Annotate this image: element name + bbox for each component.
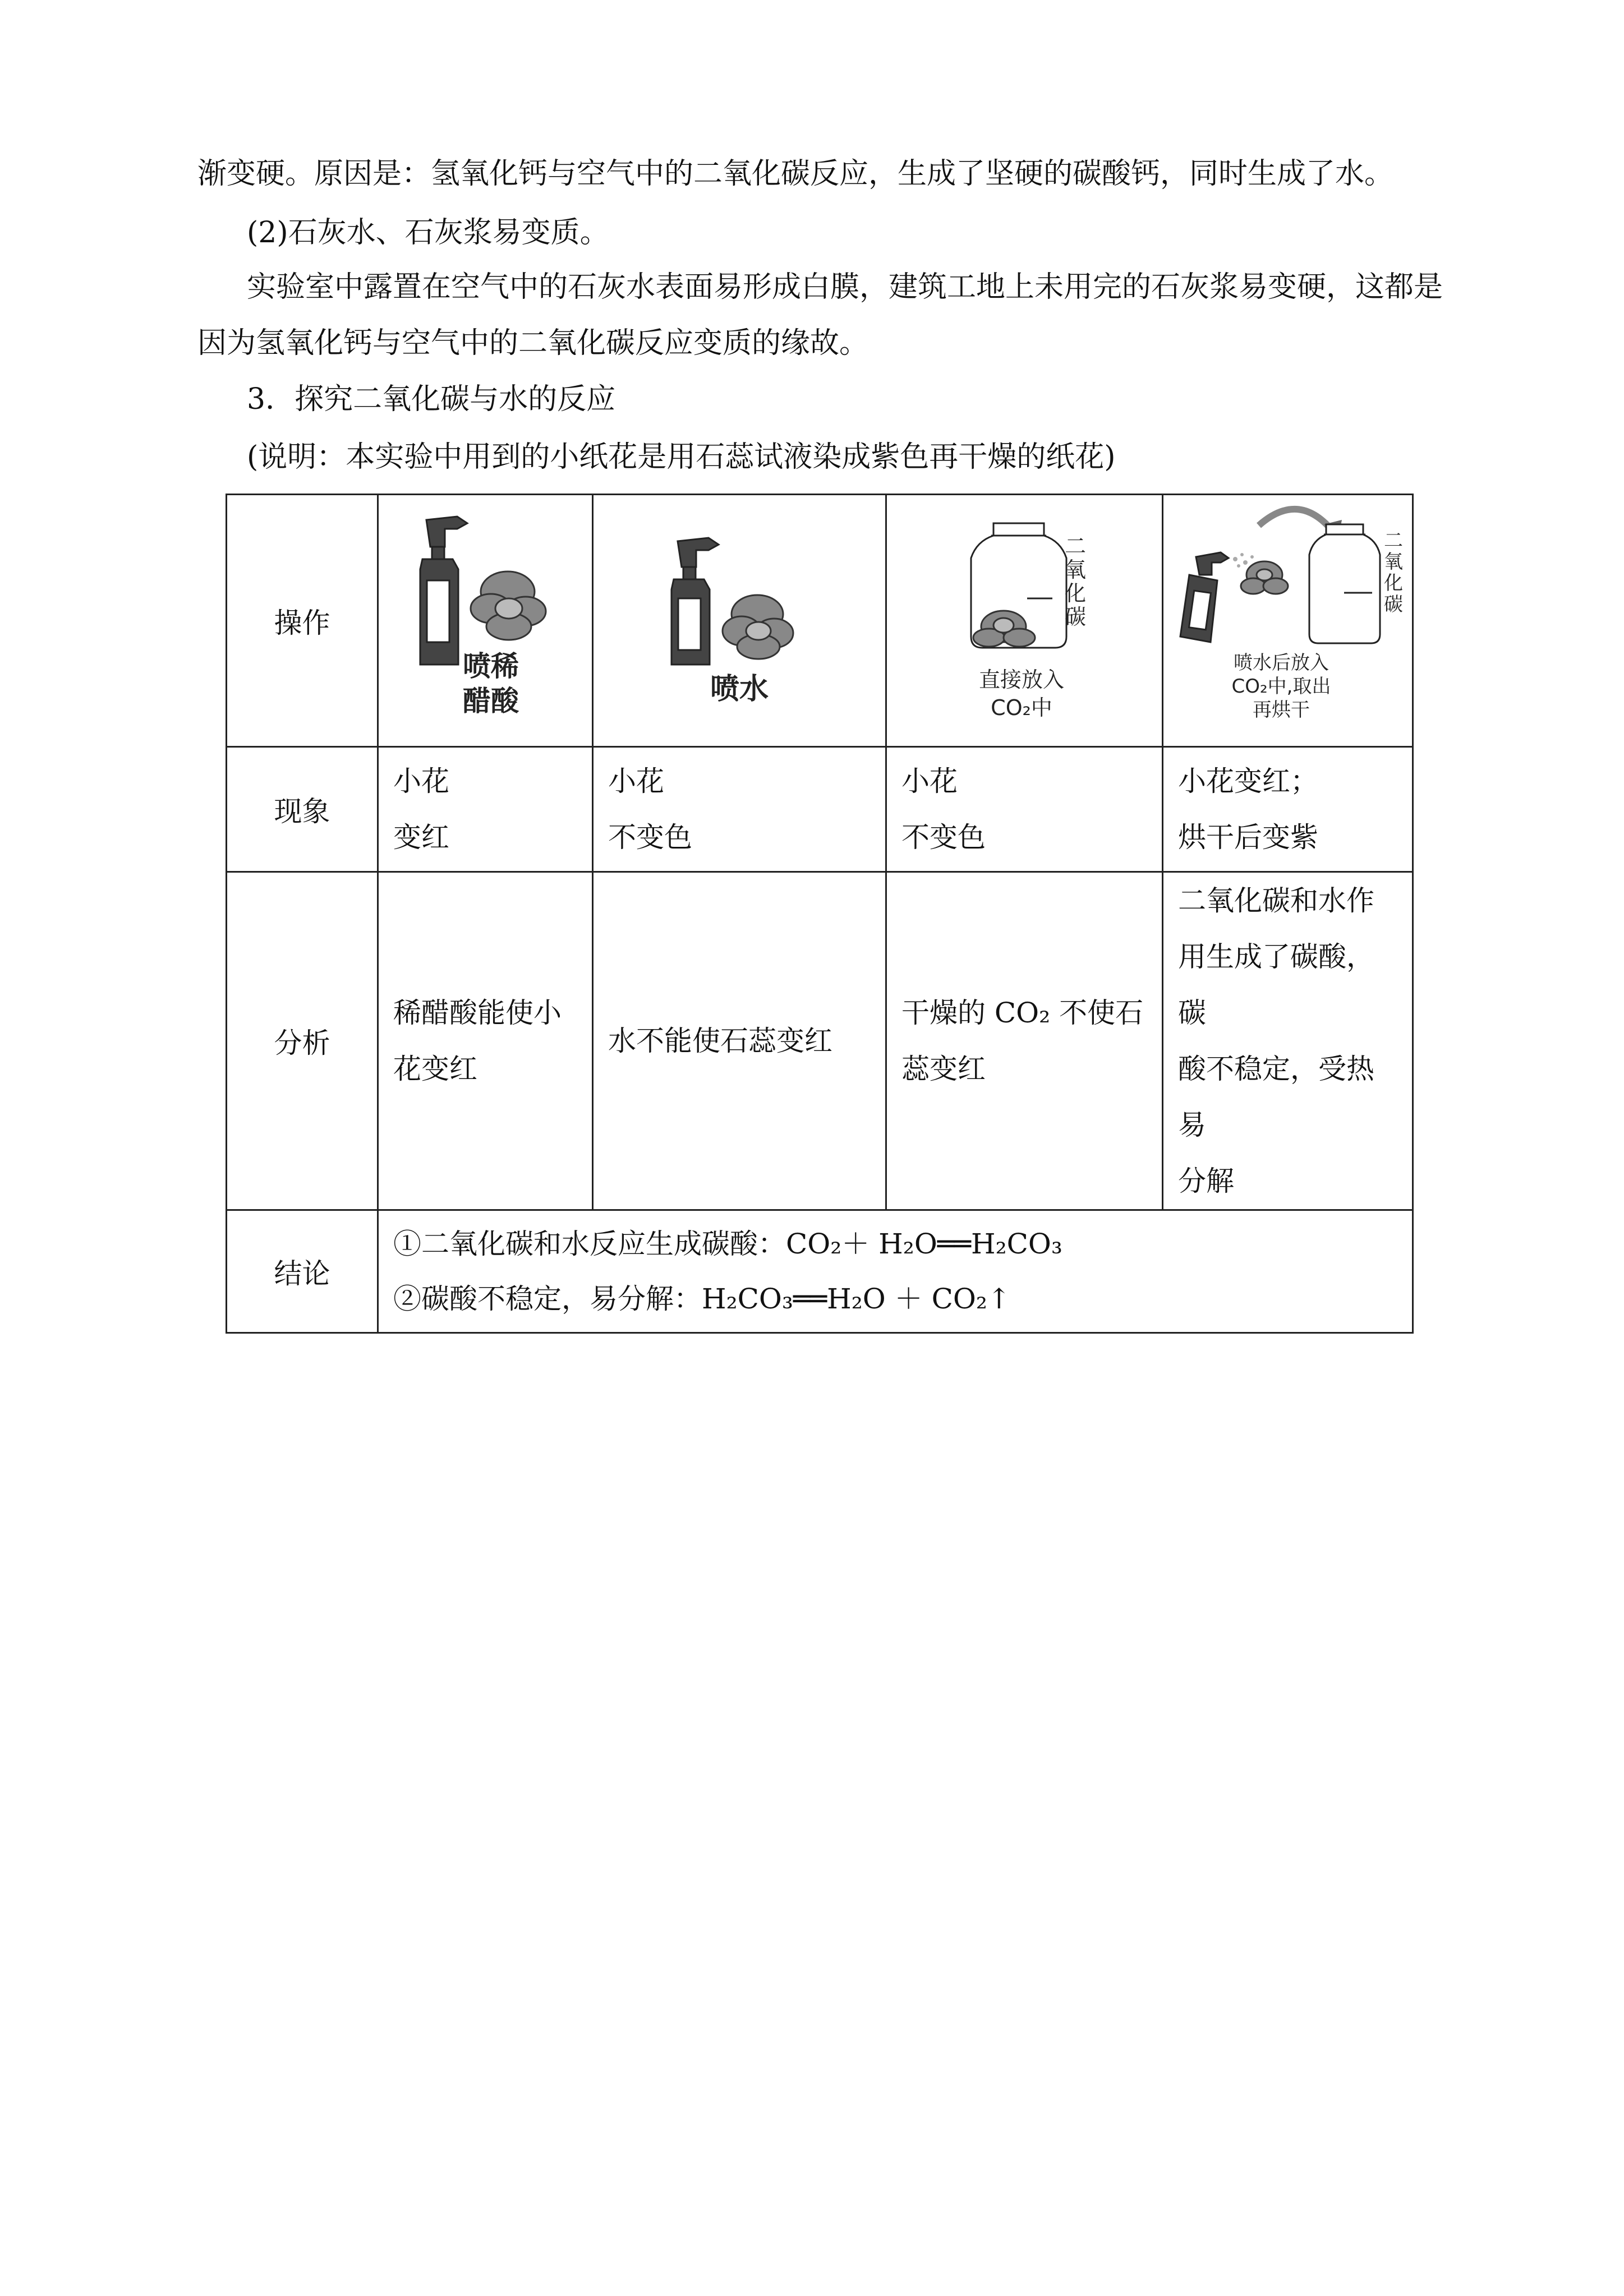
phenomenon-line2: 变红 xyxy=(393,821,449,854)
row-label-analysis: 分析 xyxy=(227,872,378,1210)
paragraph-note-paper-flower: (说明：本实验中用到的小纸花是用石蕊试液染成紫色再干燥的纸花) xyxy=(247,440,1116,474)
operation-cell-vinegar xyxy=(378,495,593,747)
phenomenon-line1: 小花 xyxy=(901,765,958,797)
phenomenon-cell xyxy=(593,747,886,872)
paragraph-hardening-reason: 渐变硬。原因是：氢氧化钙与空气中的二氧化碳反应，生成了坚硬的碳酸钙，同时生成了水。 xyxy=(197,157,1394,191)
analysis-line1: 水不能使石蕊变红 xyxy=(608,1025,832,1057)
analysis-line2: 花变红 xyxy=(393,1053,477,1085)
paragraph-subheading-deterioration: (2)石灰水、石灰浆易变质。 xyxy=(247,216,609,250)
phenomenon-line1: 小花变红； xyxy=(1178,765,1318,797)
conclusion-cell xyxy=(378,1210,1413,1333)
row-label-phenomenon: 现象 xyxy=(227,747,378,872)
analysis-line2: 用生成了碳酸，碳 xyxy=(1178,940,1374,1029)
spray-bottle-flower-icon xyxy=(594,496,887,745)
analysis-cell xyxy=(886,872,1163,1210)
row-label-conclusion: 结论 xyxy=(227,1210,378,1333)
phenomenon-line2: 烘干后变紫 xyxy=(1178,821,1318,854)
operation-caption-line2: CO₂中,取出 xyxy=(1231,675,1331,698)
operation-cell-wet-co2 xyxy=(1163,495,1413,747)
analysis-line2: 蕊变红 xyxy=(901,1053,986,1085)
operation-caption-line1: 直接放入 xyxy=(978,667,1064,692)
phenomenon-line2: 不变色 xyxy=(608,821,692,854)
row-analysis xyxy=(227,872,1413,1210)
operation-caption-line2: CO₂中 xyxy=(991,695,1052,720)
phenomenon-cell xyxy=(886,747,1163,872)
row-phenomenon xyxy=(227,747,1413,872)
analysis-cell xyxy=(593,872,886,1210)
paragraph-deterioration-line2: 因为氢氧化钙与空气中的二氧化碳反应变质的缘故。 xyxy=(197,326,869,360)
row-conclusion xyxy=(227,1210,1413,1333)
conclusion-line2: ②碳酸不稳定，易分解：H₂CO₃══H₂O ＋ CO₂↑ xyxy=(393,1283,1011,1315)
analysis-line1: 二氧化碳和水作 xyxy=(1178,884,1374,917)
operation-caption-line1: 喷水 xyxy=(710,672,769,706)
operation-caption-line2: 醋酸 xyxy=(463,684,519,717)
phenomenon-line1: 小花 xyxy=(608,765,664,797)
phenomenon-line1: 小花 xyxy=(393,765,449,797)
analysis-cell xyxy=(378,872,593,1210)
analysis-line4: 分解 xyxy=(1178,1165,1234,1197)
phenomenon-cell xyxy=(378,747,593,872)
operation-caption-line1: 喷稀 xyxy=(463,649,519,683)
conclusion-line1: ①二氧化碳和水反应生成碳酸：CO₂＋ H₂O══H₂CO₃ xyxy=(393,1228,1062,1260)
gas-label-co2: 二 氧 化 碳 xyxy=(1064,533,1086,629)
experiment-table xyxy=(226,494,1414,1334)
gas-label-co2: 二 氧 化 碳 xyxy=(1384,529,1403,616)
analysis-cell xyxy=(1163,872,1413,1210)
analysis-line3: 酸不稳定，受热易 xyxy=(1178,1053,1374,1141)
analysis-line1: 干燥的 CO₂ 不使石 xyxy=(901,997,1144,1029)
phenomenon-line2: 不变色 xyxy=(901,821,986,854)
row-label-operation: 操作 xyxy=(227,495,378,747)
operation-cell-water xyxy=(593,495,886,747)
operation-cell-dry-co2 xyxy=(886,495,1163,747)
analysis-line1: 稀醋酸能使小 xyxy=(393,997,562,1029)
row-operation xyxy=(227,495,1413,747)
phenomenon-cell xyxy=(1163,747,1413,872)
operation-caption-line1: 喷水后放入 xyxy=(1234,651,1329,674)
paragraph-deterioration-line1: 实验室中露置在空气中的石灰水表面易形成白膜，建筑工地上未用完的石灰浆易变硬，这都是 xyxy=(247,270,1443,304)
operation-caption-line3: 再烘干 xyxy=(1253,698,1310,721)
section-heading-co2-water: 3．探究二氧化碳与水的反应 xyxy=(247,382,616,416)
